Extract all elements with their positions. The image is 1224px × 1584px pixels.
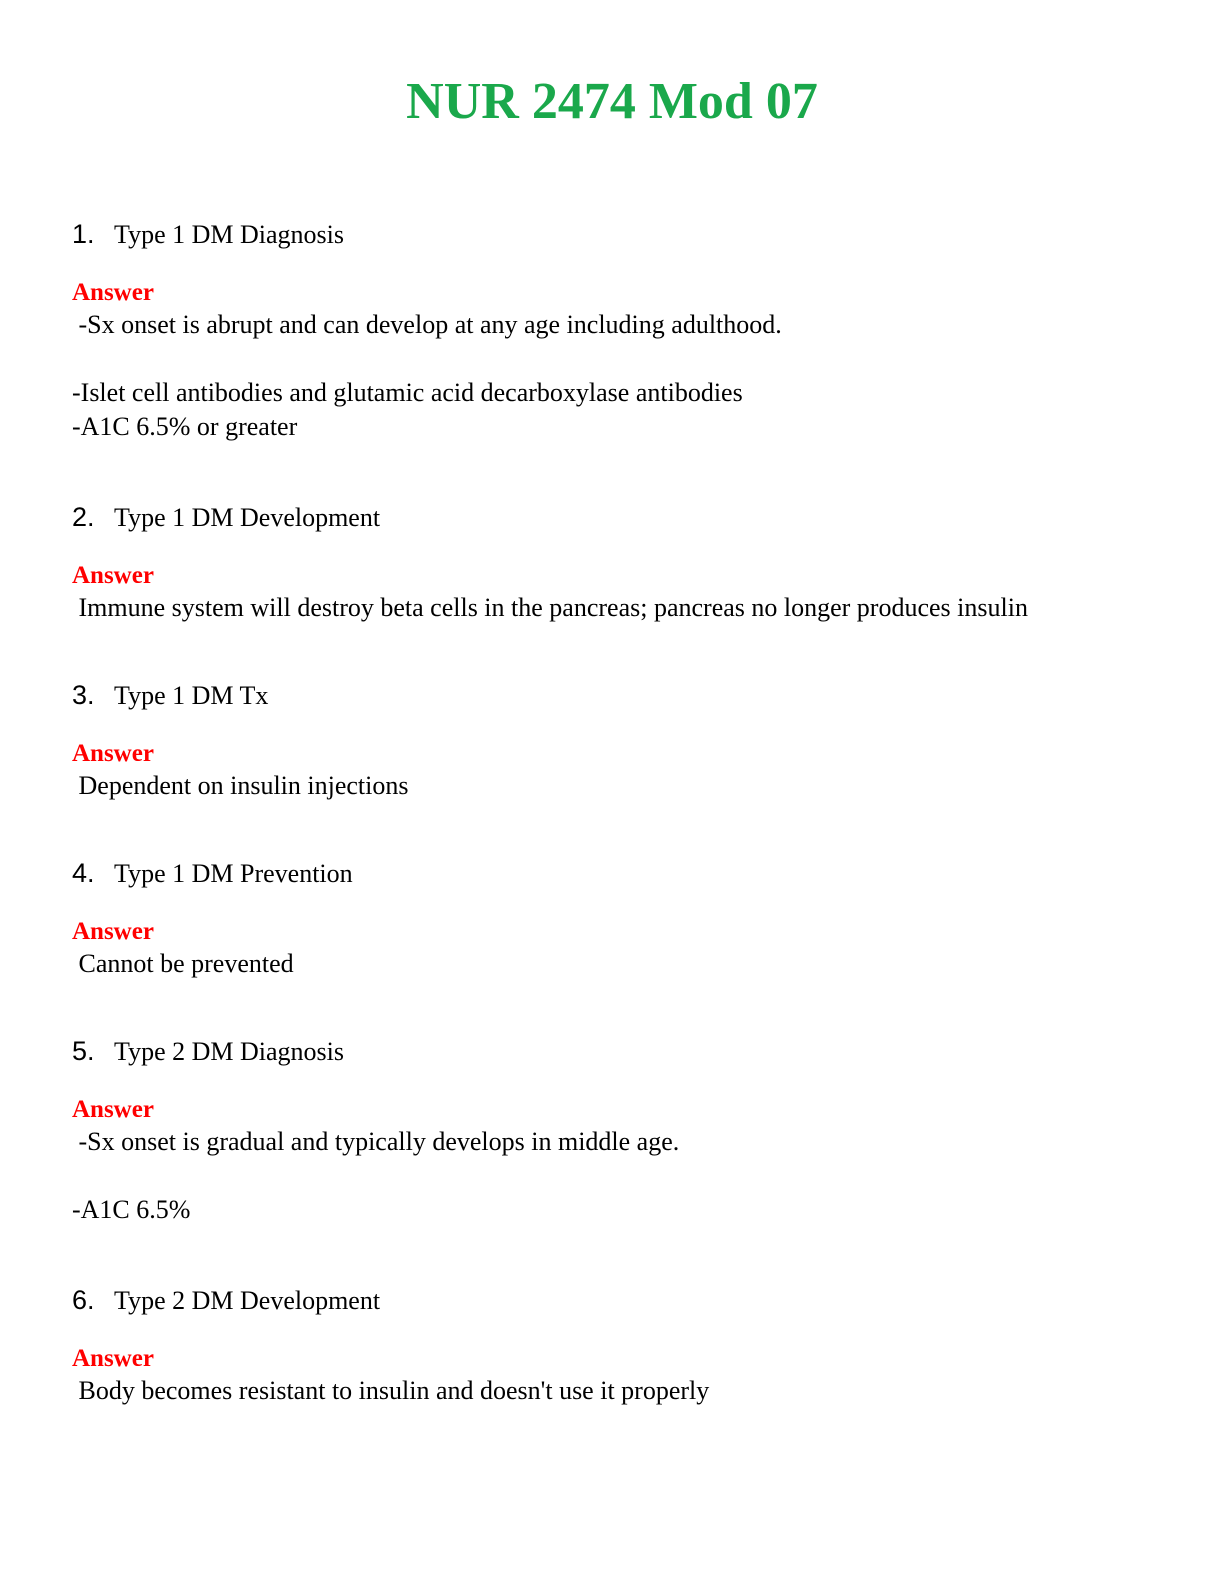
question-5 (72, 1033, 1172, 1227)
question-text: Type 1 DM Development (114, 503, 381, 532)
question-number: 5. (72, 1036, 95, 1066)
page-title: NUR 2474 Mod 07 (406, 73, 818, 130)
question-6 (72, 1282, 1172, 1408)
question-heading (72, 677, 1172, 713)
answer-line: -Islet cell antibodies and glutamic acid decarboxylase antibodies (72, 378, 743, 407)
answer-label: Answer (72, 918, 154, 945)
answer-line: -A1C 6.5% (72, 1195, 191, 1224)
question-text: Type 1 DM Prevention (114, 859, 353, 888)
question-number: 1. (72, 219, 95, 249)
answer-label: Answer (72, 562, 154, 589)
question-4 (72, 855, 1172, 981)
answer-label: Answer (72, 1096, 154, 1123)
question-heading (72, 499, 1172, 535)
question-number: 6. (72, 1285, 95, 1315)
answer-line: -Sx onset is gradual and typically develops in middle age. (72, 1127, 680, 1156)
answer-line: -Sx onset is abrupt and can develop at any age including adulthood. (72, 310, 782, 339)
answer-line: Immune system will destroy beta cells in the pancreas; pancreas no longer produces insulin (72, 593, 1028, 622)
answer-line: Body becomes resistant to insulin and doesn't use it properly (72, 1376, 710, 1405)
question-text: Type 1 DM Tx (114, 681, 269, 710)
answer-line: Cannot be prevented (72, 949, 294, 978)
question-number: 3. (72, 680, 95, 710)
question-text: Type 1 DM Diagnosis (114, 220, 345, 249)
question-2 (72, 499, 1172, 625)
question-1 (72, 216, 1172, 444)
question-heading (72, 1033, 1172, 1069)
question-number: 4. (72, 858, 95, 888)
answer-label: Answer (72, 1345, 154, 1372)
question-text: Type 2 DM Development (114, 1286, 381, 1315)
answer-label: Answer (72, 740, 154, 767)
answer-line: -A1C 6.5% or greater (72, 412, 298, 441)
answer-label: Answer (72, 279, 154, 306)
question-heading (72, 1282, 1172, 1318)
question-heading (72, 855, 1172, 891)
question-heading (72, 216, 1172, 252)
question-text: Type 2 DM Diagnosis (114, 1037, 345, 1066)
question-3 (72, 677, 1172, 803)
answer-line: Dependent on insulin injections (72, 771, 409, 800)
question-number: 2. (72, 502, 95, 532)
